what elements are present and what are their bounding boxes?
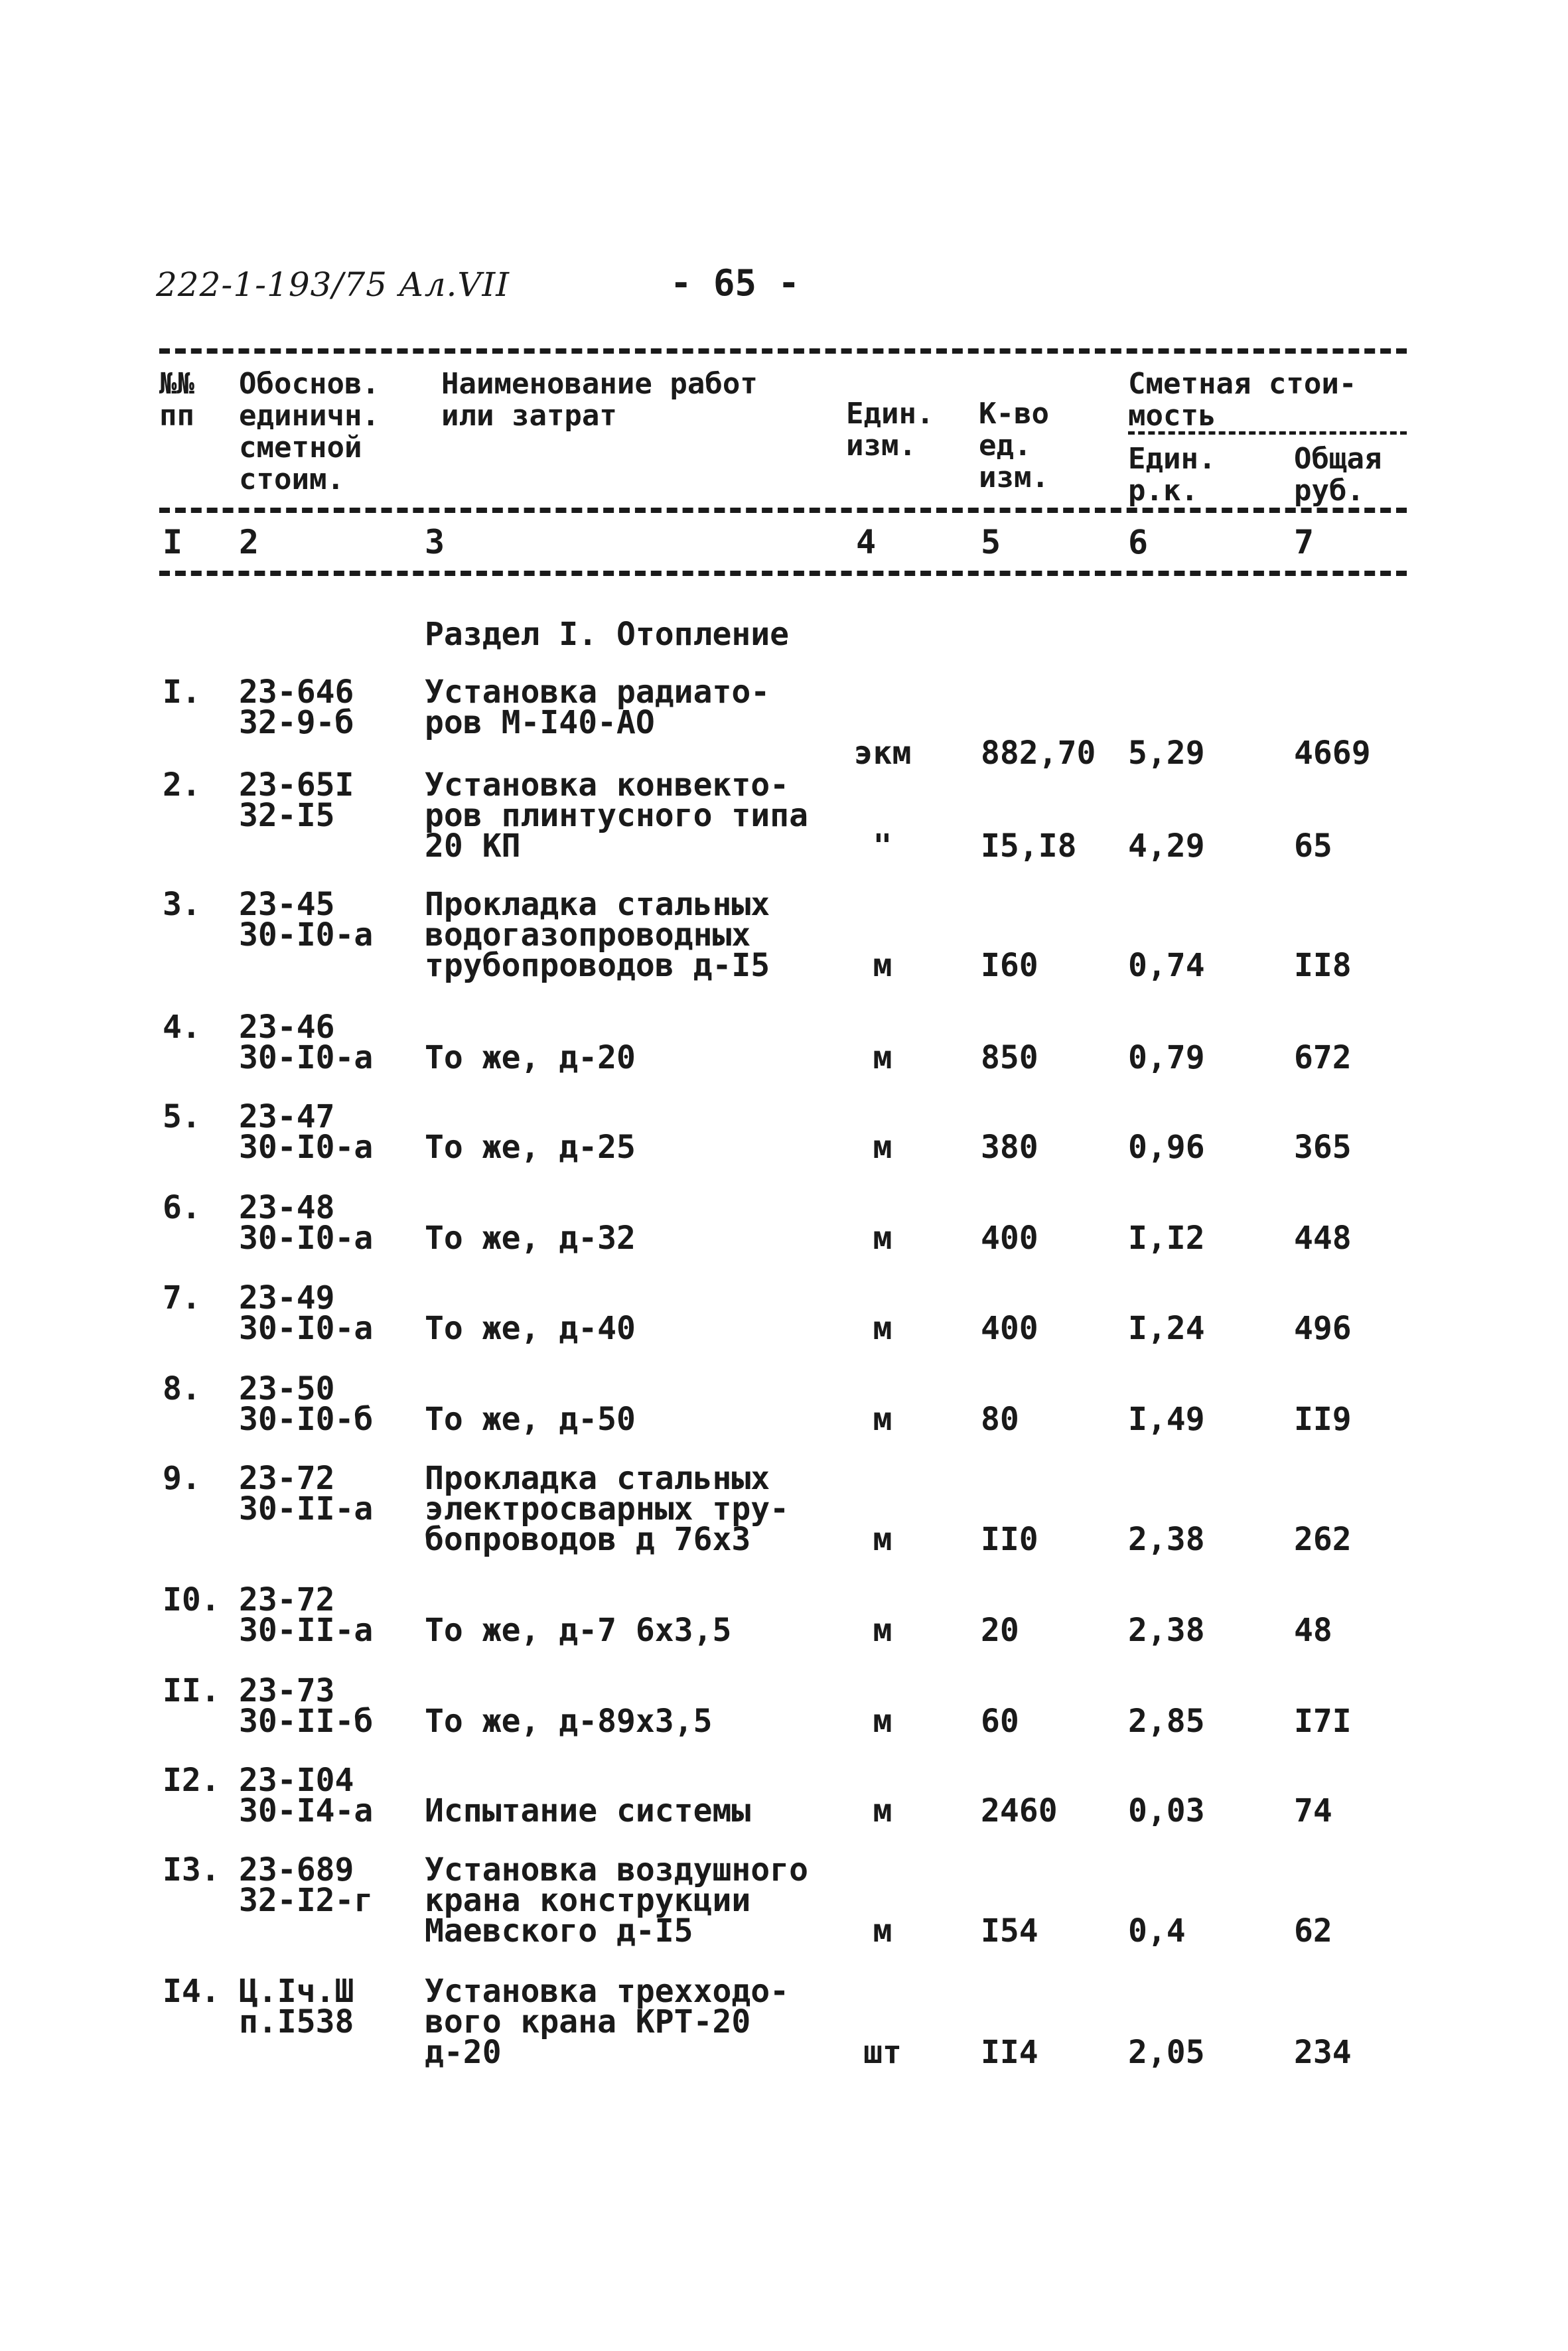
row-unit-price: I,49: [1128, 1401, 1205, 1438]
row-quantity: II4: [981, 2034, 1038, 2071]
row-total: 65: [1294, 827, 1332, 865]
row-number: I3.: [163, 1851, 220, 1888]
row-basis-code: 23-73 30-II-б: [239, 1672, 374, 1740]
row-unit: м: [873, 1220, 892, 1257]
row-work-name: Испытание системы: [425, 1792, 751, 1829]
row-total: 62: [1294, 1912, 1332, 1950]
row-unit-price: 5,29: [1128, 735, 1205, 772]
row-unit-price: 2,38: [1128, 1612, 1205, 1649]
header-mid-rule: [159, 508, 1407, 513]
row-total: 672: [1294, 1039, 1352, 1076]
table-row: [0, 674, 1568, 772]
table-row: [0, 1851, 1568, 1950]
row-work-name: То же, д-20: [425, 1039, 636, 1076]
row-work-name: То же, д-50: [425, 1401, 636, 1438]
row-quantity: 2460: [981, 1792, 1058, 1829]
table-row: [0, 1581, 1568, 1649]
row-number: II.: [163, 1672, 220, 1709]
row-unit: м: [873, 1039, 892, 1076]
row-total: 48: [1294, 1612, 1332, 1649]
row-basis-code: 23-48 30-I0-а: [239, 1189, 374, 1257]
row-quantity: I5,I8: [981, 827, 1077, 865]
row-unit-price: 2,85: [1128, 1703, 1205, 1740]
row-basis-code: 23-689 32-I2-г: [239, 1851, 374, 1919]
section-title: Раздел I. Отопление: [425, 616, 790, 653]
row-basis-code: 23-I04 30-I4-а: [239, 1762, 374, 1829]
row-number: 4.: [163, 1009, 201, 1046]
row-unit-price: 0,4: [1128, 1912, 1186, 1950]
row-unit: м: [873, 1521, 892, 1558]
column-number-6: 6: [1128, 523, 1149, 561]
row-number: I4.: [163, 1973, 220, 2010]
row-number: 6.: [163, 1189, 201, 1226]
row-work-name: Установка конвекто- ров плинтусного типа 20 КП: [425, 766, 808, 865]
row-unit-price: 0,79: [1128, 1039, 1205, 1076]
row-quantity: 60: [981, 1703, 1019, 1740]
row-work-name: То же, д-89х3,5: [425, 1703, 713, 1740]
table-row: [0, 1672, 1568, 1740]
header-col-name: Наименование работ или затрат: [441, 367, 758, 433]
row-work-name: То же, д-32: [425, 1220, 636, 1257]
row-unit-price: 4,29: [1128, 827, 1205, 865]
row-quantity: 80: [981, 1401, 1019, 1438]
document-reference: 222-1-193/75 Ал.VII: [156, 265, 510, 304]
column-number-5: 5: [981, 523, 1001, 561]
row-basis-code: 23-72 30-II-а: [239, 1460, 374, 1528]
header-col-unit-price: Един. р.к.: [1128, 442, 1216, 508]
row-total: 234: [1294, 2034, 1352, 2071]
row-unit-price: I,I2: [1128, 1220, 1205, 1257]
row-basis-code: 23-47 30-I0-а: [239, 1098, 374, 1166]
table-row: [0, 1098, 1568, 1166]
table-row: [0, 1279, 1568, 1347]
row-number: 5.: [163, 1098, 201, 1135]
row-total: II9: [1294, 1401, 1352, 1438]
row-basis-code: 23-50 30-I0-б: [239, 1370, 374, 1438]
row-unit-price: 0,96: [1128, 1129, 1205, 1166]
row-quantity: 882,70: [981, 735, 1096, 772]
table-row: [0, 1009, 1568, 1076]
row-unit: ": [873, 827, 892, 865]
row-unit: шт: [863, 2034, 902, 2071]
row-basis-code: 23-65I 32-I5: [239, 766, 354, 834]
column-number-4: 4: [856, 523, 877, 561]
row-number: I2.: [163, 1762, 220, 1799]
row-number: I.: [163, 674, 201, 711]
row-unit: м: [873, 1401, 892, 1438]
row-number: 9.: [163, 1460, 201, 1497]
table-row: [0, 1973, 1568, 2071]
row-basis-code: 23-46 30-I0-а: [239, 1009, 374, 1076]
row-work-name: Установка трехходо- вого крана КРТ-20 д-20: [425, 1973, 790, 2071]
column-number-2: 2: [239, 523, 259, 561]
row-quantity: I60: [981, 947, 1038, 984]
row-unit: м: [873, 1310, 892, 1347]
table-row: [0, 1460, 1568, 1558]
row-basis-code: 23-49 30-I0-а: [239, 1279, 374, 1347]
row-unit: м: [873, 1703, 892, 1740]
row-work-name: Прокладка стальных электросварных тру- бопроводов д 76х3: [425, 1460, 790, 1558]
row-total: 448: [1294, 1220, 1352, 1257]
row-unit-price: 2,38: [1128, 1521, 1205, 1558]
row-quantity: I54: [981, 1912, 1038, 1950]
table-row: [0, 766, 1568, 865]
row-quantity: 20: [981, 1612, 1019, 1649]
row-basis-code: 23-45 30-I0-а: [239, 886, 374, 954]
row-quantity: 400: [981, 1220, 1038, 1257]
header-col-number: №№ пп: [159, 367, 194, 433]
row-number: 2.: [163, 766, 201, 804]
row-total: 262: [1294, 1521, 1352, 1558]
row-number: 7.: [163, 1279, 201, 1317]
row-unit-price: I,24: [1128, 1310, 1205, 1347]
row-unit: м: [873, 1792, 892, 1829]
header-top-rule: [159, 348, 1407, 354]
header-col-quantity: К-во ед. изм.: [979, 397, 1049, 494]
row-unit: м: [873, 1129, 892, 1166]
column-number-3: 3: [425, 523, 445, 561]
row-number: I0.: [163, 1581, 220, 1618]
row-work-name: То же, д-7 6х3,5: [425, 1612, 732, 1649]
row-total: II8: [1294, 947, 1352, 984]
row-work-name: Установка воздушного крана конструкции Маевского д-I5: [425, 1851, 808, 1950]
header-col-unit: Един. изм.: [846, 397, 934, 463]
row-quantity: 380: [981, 1129, 1038, 1166]
column-number-7: 7: [1294, 523, 1315, 561]
row-total: 496: [1294, 1310, 1352, 1347]
row-work-name: Установка радиато- ров М-I40-АО: [425, 674, 770, 741]
row-unit: м: [873, 1612, 892, 1649]
row-basis-code: 23-646 32-9-б: [239, 674, 354, 741]
row-work-name: Прокладка стальных водогазопроводных трубопроводов д-I5: [425, 886, 770, 984]
row-total: 4669: [1294, 735, 1371, 772]
row-number: 3.: [163, 886, 201, 923]
row-quantity: 850: [981, 1039, 1038, 1076]
table-row: [0, 1189, 1568, 1257]
row-quantity: II0: [981, 1521, 1038, 1558]
table-row: [0, 1762, 1568, 1829]
row-unit-price: 0,03: [1128, 1792, 1205, 1829]
row-total: I7I: [1294, 1703, 1352, 1740]
row-number: 8.: [163, 1370, 201, 1407]
row-total: 365: [1294, 1129, 1352, 1166]
table-row: [0, 1370, 1568, 1438]
header-col-basis: Обоснов. единичн. сметной стоим.: [239, 367, 380, 496]
row-unit: экм: [853, 735, 912, 772]
row-total: 74: [1294, 1792, 1332, 1829]
header-col-total: Общая руб.: [1294, 442, 1382, 508]
column-number-1: I: [163, 523, 183, 561]
header-cost-subrule: [1128, 431, 1407, 435]
row-quantity: 400: [981, 1310, 1038, 1347]
row-unit-price: 0,74: [1128, 947, 1205, 984]
row-work-name: То же, д-40: [425, 1310, 636, 1347]
row-unit: м: [873, 947, 892, 984]
header-bottom-rule: [159, 571, 1407, 576]
row-unit: м: [873, 1912, 892, 1950]
header-col-cost-group: Сметная стои- мость: [1128, 367, 1357, 433]
row-basis-code: Ц.Iч.Ш п.I538: [239, 1973, 354, 2040]
row-work-name: То же, д-25: [425, 1129, 636, 1166]
row-unit-price: 2,05: [1128, 2034, 1205, 2071]
table-row: [0, 886, 1568, 984]
page-number: - 65 -: [670, 262, 800, 304]
row-basis-code: 23-72 30-II-а: [239, 1581, 374, 1649]
